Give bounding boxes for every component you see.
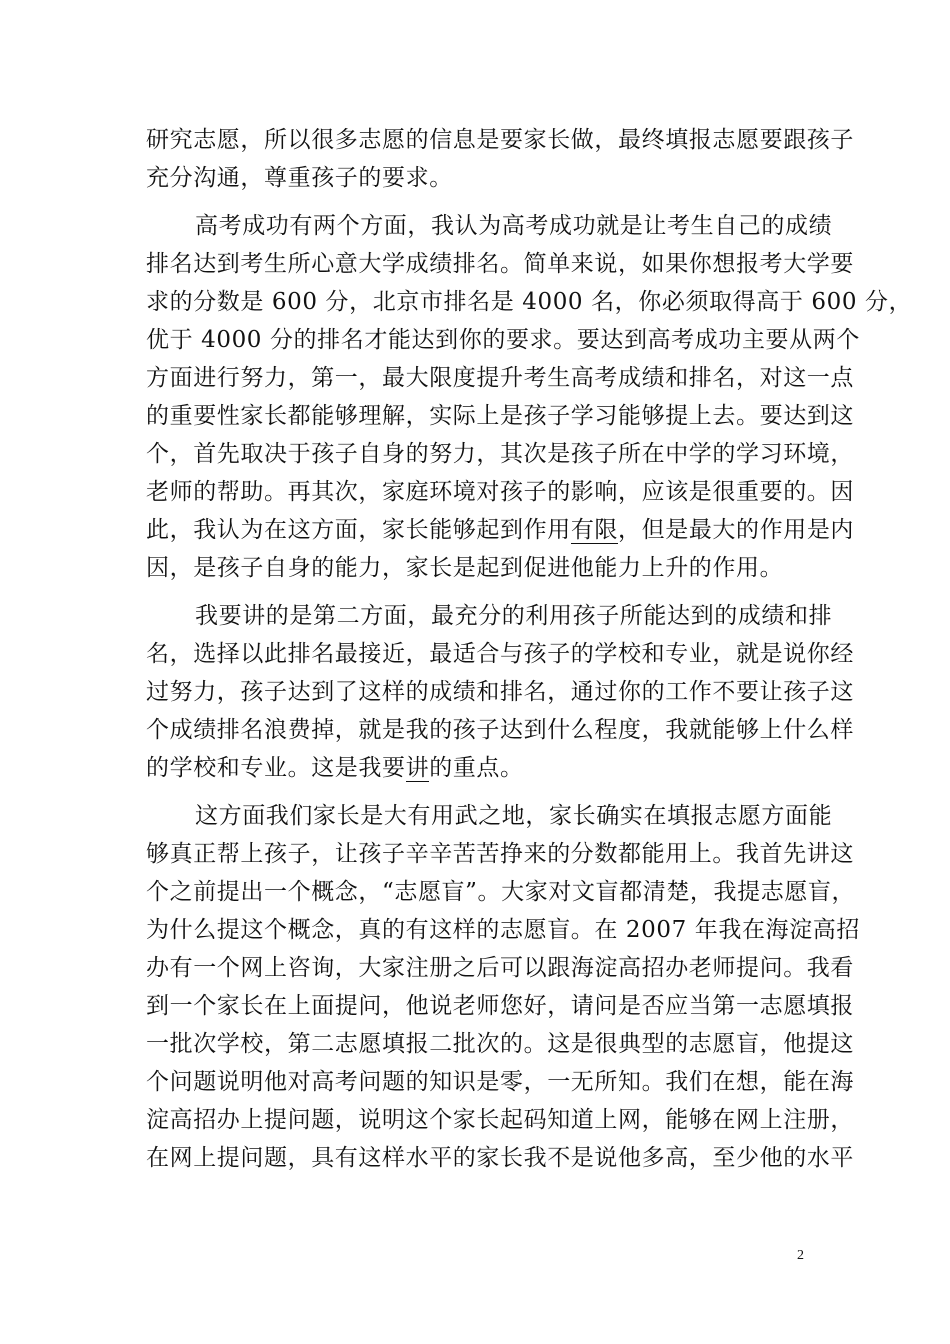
text-line-16: 个成绩排名浪费掉，就是我的孩子达到什么程度，我就能够上什么样 [146,717,854,743]
paragraph-3-first-line: 我要讲的是第二方面，最充分的利用孩子所能达到的成绩和排 [195,603,833,629]
text-line-15: 过努力，孩子达到了这样的成绩和排名，通过你的工作不要让孩子这 [146,679,854,705]
text-line-24: 一批次学校，第二志愿填报二批次的。这是很典型的志愿盲，他提这 [146,1031,854,1057]
text-line-14: 名，选择以此排名最接近，最适合与孩子的学校和专业，就是说你经 [146,641,854,667]
text-segment: 的学校和专业。这是我要 [146,755,406,781]
text-line-19: 够真正帮上孩子，让孩子辛辛苦苦挣来的分数都能用上。我首先讲这 [146,841,854,867]
underlined-word: 讲 [405,755,430,781]
paragraph-4-first-line: 这方面我们家长是大有用武之地，家长确实在填报志愿方面能 [195,803,833,829]
text-line-20: 个之前提出一个概念，“志愿盲”。大家对文盲都清楚，我提志愿盲， [146,879,856,905]
text-line-27: 在网上提问题，具有这样水平的家长我不是说他多高，至少他的水平 [146,1145,854,1171]
text-line-25: 个问题说明他对高考问题的知识是零，一无所知。我们在想，能在海 [146,1069,854,1095]
page-number: 2 [797,1248,804,1263]
text-line-1: 研究志愿，所以很多志愿的信息是要家长做，最终填报志愿要跟孩子 [146,127,854,153]
text-line-7: 方面进行努力，第一，最大限度提升考生高考成绩和排名，对这一点 [146,365,854,391]
text-line-22: 办有一个网上咨询，大家注册之后可以跟海淀高招办老师提问。我看 [146,955,854,981]
text-line-17 [146,753,524,783]
text-line-10: 老师的帮助。再其次，家庭环境对孩子的影响，应该是很重要的。因 [146,479,854,505]
text-line-6: 优于 4000 分的排名才能达到你的要求。要达到高考成功主要从两个 [146,327,860,353]
text-line-8: 的重要性家长都能够理解，实际上是孩子学习能够提上去。要达到这 [146,403,854,429]
text-line-2: 充分沟通，尊重孩子的要求。 [146,165,453,191]
text-segment: ，但是最大的作用是内 [618,517,855,543]
underlined-word: 有限 [570,517,619,543]
paragraph-2-first-line: 高考成功有两个方面，我认为高考成功就是让考生自己的成绩 [195,213,833,239]
text-line-12: 因，是孩子自身的能力，家长是起到促进他能力上升的作用。 [146,555,784,581]
text-line-4: 排名达到考生所心意大学成绩排名。简单来说，如果你想报考大学要 [146,251,854,277]
text-line-26: 淀高招办上提问题，说明这个家长起码知道上网，能够在网上注册， [146,1107,854,1133]
text-line-23: 到一个家长在上面提问，他说老师您好，请问是否应当第一志愿填报 [146,993,854,1019]
text-segment: 此，我认为在这方面，家长能够起到作用 [146,517,571,543]
text-segment: 的重点。 [429,755,524,781]
text-line-9: 个，首先取决于孩子自身的努力，其次是孩子所在中学的学习环境， [146,441,854,467]
text-line-21: 为什么提这个概念，真的有这样的志愿盲。在 2007 年我在海淀高招 [146,917,860,943]
text-line-11 [146,515,854,545]
text-line-5: 求的分数是 600 分，北京市排名是 4000 名，你必须取得高于 600 分， [146,289,913,315]
